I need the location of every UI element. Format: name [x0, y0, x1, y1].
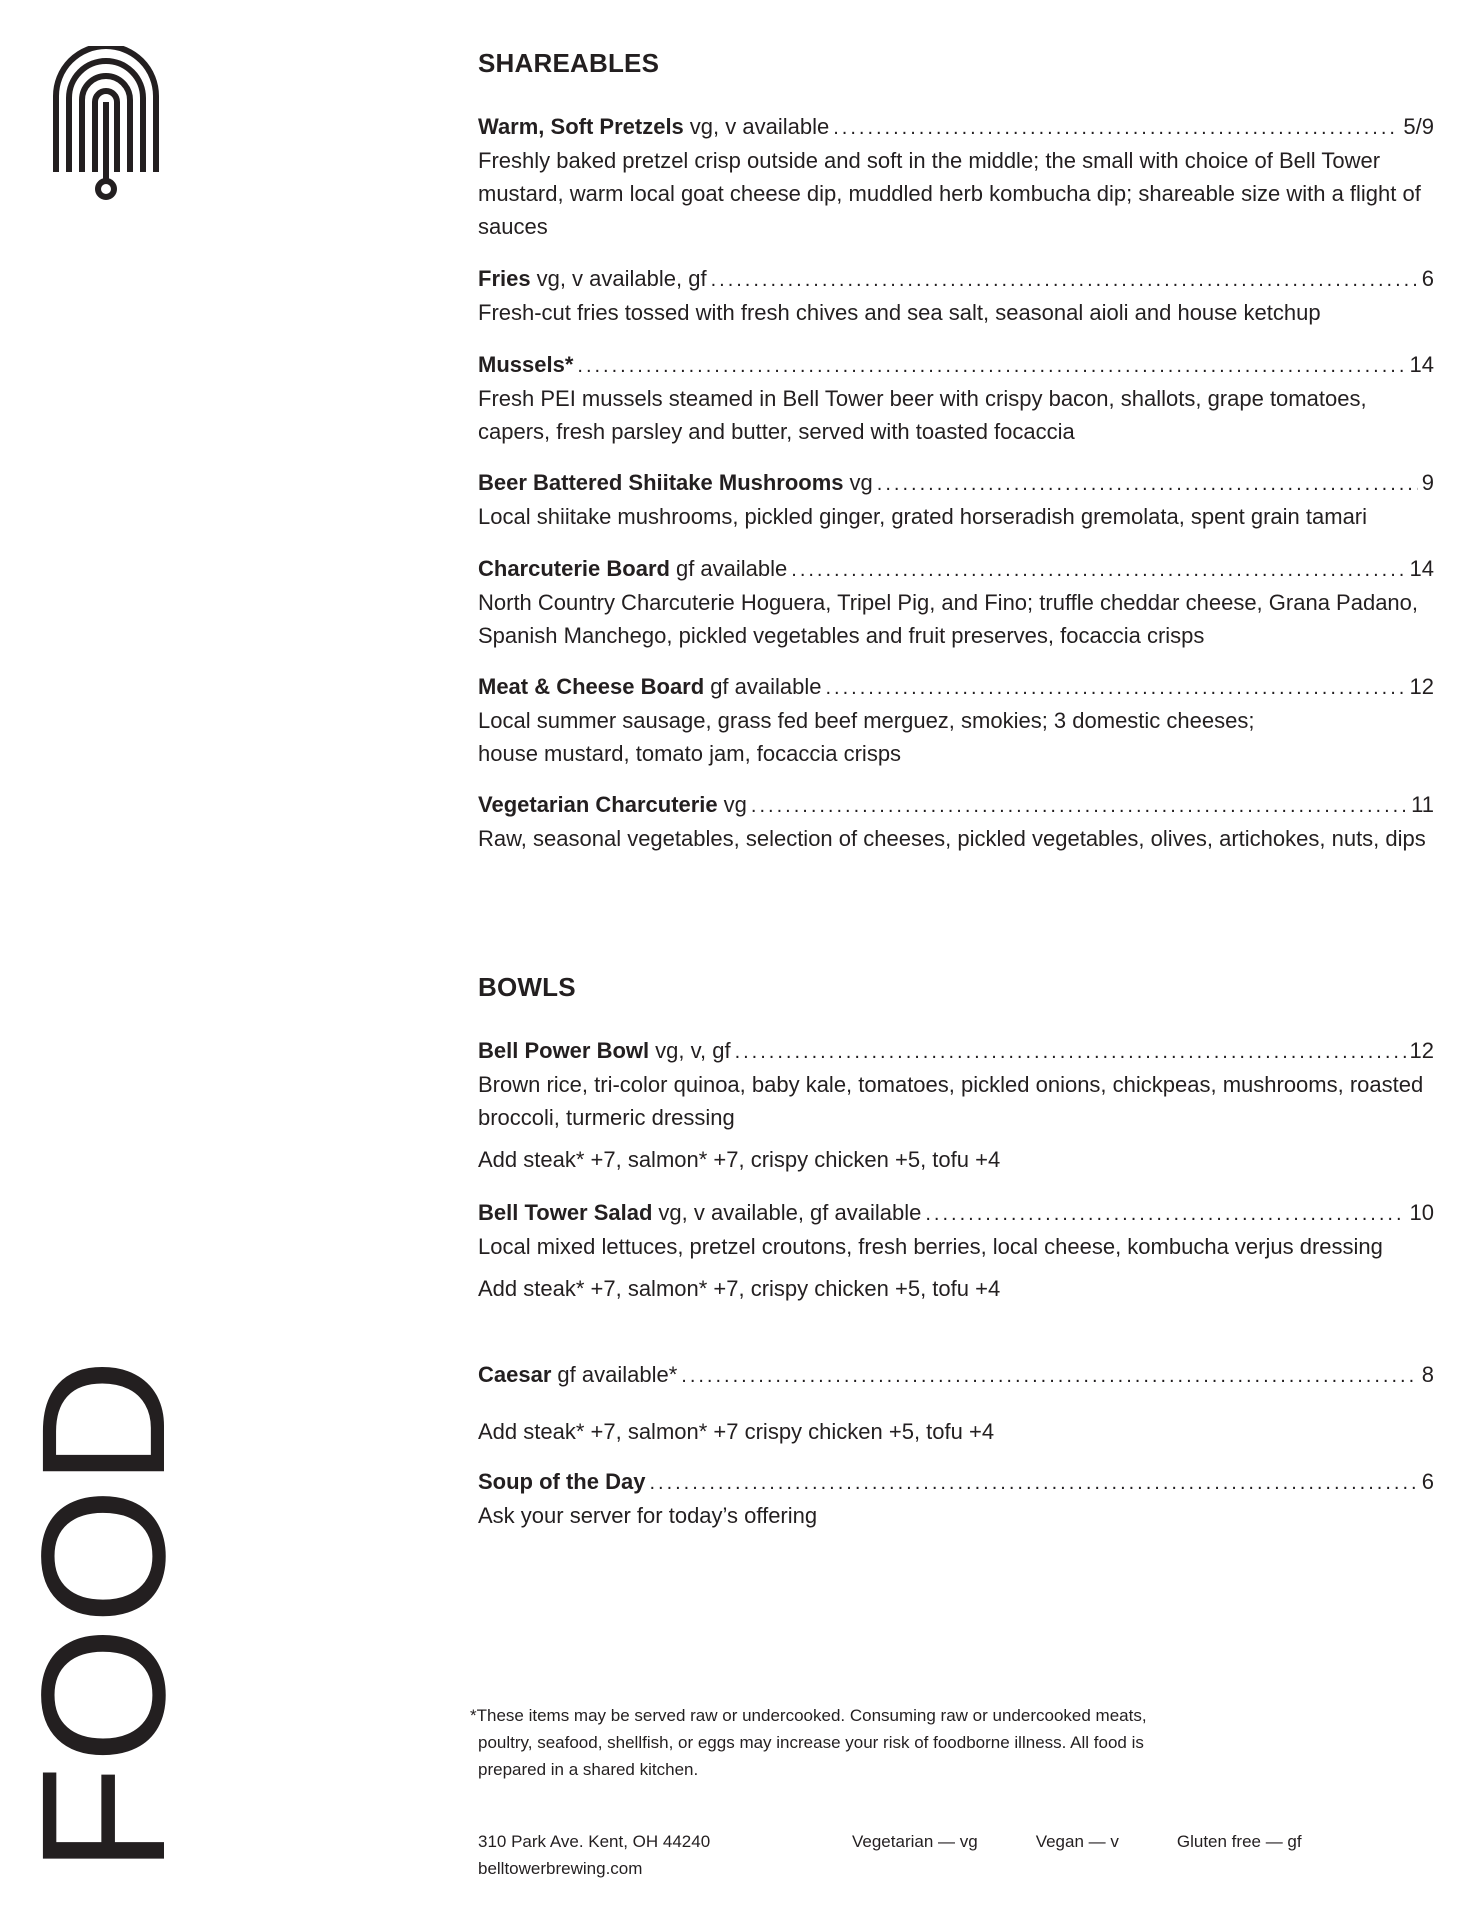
dot-leader	[735, 1036, 1406, 1068]
section-heading-bowls: BOWLS	[478, 972, 576, 1002]
dot-leader	[711, 264, 1418, 296]
dot-leader	[791, 554, 1405, 586]
menu-item-vegetarian-charcuterie	[478, 789, 1434, 855]
item-description: Local mixed lettuces, pretzel croutons, fresh berries, local cheese, kombucha verjus dressing	[478, 1234, 1383, 1259]
item-price: 14	[1409, 352, 1434, 377]
dot-leader	[649, 1467, 1417, 1499]
item-price: 11	[1411, 792, 1434, 817]
dot-leader	[877, 468, 1418, 500]
item-description: North Country Charcuterie Hoguera, Tripel Pig, and Fino; truffle cheddar cheese, Grana Padano, Spanish Manchego, pickled vegetables and fruit preserves, focaccia crisps	[478, 590, 1419, 648]
menu-item-shiitake-mushrooms	[478, 467, 1434, 533]
item-name: Fries	[478, 266, 531, 291]
legend-vegan: Vegan — v	[1035, 1832, 1119, 1851]
dot-leader	[826, 672, 1406, 704]
item-tags: gf available	[710, 674, 822, 699]
menu-item-bell-tower-salad	[478, 1197, 1434, 1305]
menu-item-charcuterie-board	[478, 553, 1434, 652]
item-name: Beer Battered Shiitake Mushrooms	[478, 470, 844, 495]
menu-item-bell-power-bowl	[478, 1035, 1434, 1176]
item-name: Charcuterie Board	[478, 556, 670, 581]
dietary-legend	[852, 1828, 1360, 1855]
item-name: Warm, Soft Pretzels	[478, 114, 684, 139]
dot-leader	[925, 1198, 1405, 1230]
menu-item-meat-cheese-board	[478, 671, 1434, 770]
item-price: 10	[1409, 1200, 1434, 1225]
item-description-line-1: Local summer sausage, grass fed beef merguez, smokies; 3 domestic cheeses;	[478, 708, 1255, 733]
item-name: Vegetarian Charcuterie	[478, 792, 718, 817]
item-tags: vg, v available	[689, 114, 830, 139]
item-tags: vg, v available, gf available	[658, 1200, 922, 1225]
item-name: Meat & Cheese Board	[478, 674, 705, 699]
item-price: 12	[1409, 674, 1434, 699]
item-tags: gf available	[675, 556, 788, 581]
menu-item-soup-of-the-day	[478, 1466, 1434, 1532]
disclaimer-line-2: poultry, seafood, shellfish, or eggs may increase your risk of foodborne illness. All food is	[478, 1733, 1144, 1752]
item-price: 6	[1421, 1469, 1434, 1494]
vertical-title-food: FOOD	[6, 1356, 202, 1873]
item-addons: Add steak* +7, salmon* +7, crispy chicken +5, tofu +4	[478, 1147, 1001, 1172]
item-name: Mussels*	[478, 352, 574, 377]
menu-item-mussels	[478, 349, 1434, 448]
dot-leader	[751, 790, 1407, 822]
disclaimer-line-3: prepared in a shared kitchen.	[478, 1760, 699, 1779]
item-name: Bell Tower Salad	[478, 1200, 653, 1225]
item-description: Freshly baked pretzel crisp outside and soft in the middle; the small with choice of Bell Tower mustard, warm local goat cheese dip, muddled herb kombucha dip; shareable size with a flight of sauces	[478, 148, 1421, 239]
menu-item-caesar	[478, 1359, 1434, 1448]
item-tags: gf available*	[557, 1362, 678, 1387]
section-heading-shareables: SHAREABLES	[478, 48, 660, 78]
item-price: 5/9	[1403, 114, 1434, 139]
item-price: 6	[1421, 266, 1434, 291]
item-tags: vg	[849, 470, 873, 495]
item-description-line-2: house mustard, tomato jam, focaccia crisps	[478, 741, 902, 766]
dot-leader	[833, 112, 1399, 144]
raw-food-disclaimer	[470, 1702, 1290, 1783]
bell-tower-logo-icon	[52, 46, 160, 204]
item-name: Caesar	[478, 1362, 552, 1387]
item-price: 9	[1421, 470, 1434, 495]
menu-item-pretzels	[478, 111, 1434, 243]
item-tags: vg	[723, 792, 747, 817]
item-description: Raw, seasonal vegetables, selection of cheeses, pickled vegetables, olives, artichokes, nuts, dips	[478, 826, 1426, 851]
menu-item-fries	[478, 263, 1434, 329]
item-description: Fresh PEI mussels steamed in Bell Tower beer with crispy bacon, shallots, grape tomatoes, capers, fresh parsley and butter, served with toasted focaccia	[478, 386, 1367, 444]
legend-vegetarian: Vegetarian — vg	[852, 1832, 978, 1851]
item-price: 8	[1421, 1362, 1434, 1387]
item-name: Bell Power Bowl	[478, 1038, 650, 1063]
legend-gluten-free: Gluten free — gf	[1176, 1832, 1302, 1851]
item-description: Brown rice, tri-color quinoa, baby kale, tomatoes, pickled onions, chickpeas, mushrooms, roasted broccoli, turmeric dressing	[478, 1072, 1424, 1130]
item-description: Ask your server for today’s offering	[478, 1503, 818, 1528]
item-price: 14	[1409, 556, 1434, 581]
item-description: Fresh-cut fries tossed with fresh chives and sea salt, seasonal aioli and house ketchup	[478, 300, 1321, 325]
dot-leader	[681, 1360, 1417, 1392]
item-description: Local shiitake mushrooms, pickled ginger, grated horseradish gremolata, spent grain tamari	[478, 504, 1368, 529]
footer-website-link[interactable]: belltowerbrewing.com	[478, 1859, 643, 1878]
item-tags: vg, v, gf	[655, 1038, 731, 1063]
footer-contact	[478, 1828, 710, 1882]
dot-leader	[577, 350, 1405, 382]
footer-address: 310 Park Ave. Kent, OH 44240	[478, 1832, 711, 1851]
disclaimer-line-1: *These items may be served raw or undercooked. Consuming raw or undercooked meats,	[470, 1706, 1147, 1725]
item-price: 12	[1409, 1038, 1434, 1063]
item-name: Soup of the Day	[478, 1469, 646, 1494]
item-tags: vg, v available, gf	[536, 266, 707, 291]
item-addons: Add steak* +7, salmon* +7 crispy chicken +5, tofu +4	[478, 1419, 995, 1444]
item-addons: Add steak* +7, salmon* +7, crispy chicken +5, tofu +4	[478, 1276, 1001, 1301]
